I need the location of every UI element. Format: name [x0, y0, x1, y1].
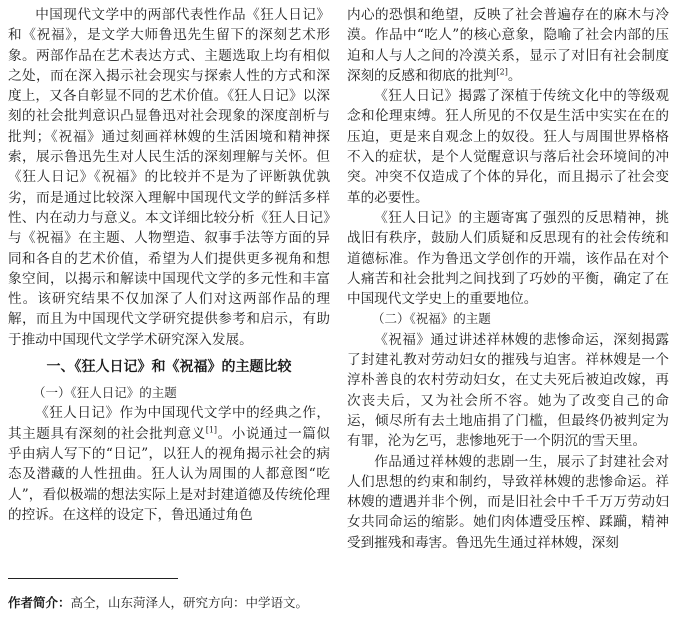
continued-paragraph — [347, 5, 669, 86]
paragraph-xianglin-analysis: 作品通过祥林嫂的悲剧一生，展示了封建社会对人们思想的约束和制约，导致祥林嫂的悲惨命运。祥林嫂的遭遇并非个例，而是旧社会中千千万万劳动妇女共同命运的缩影。她们肉体遭受压榨、蹂躏，精神受到摧残和毒害。鲁迅先生通过祥林嫂，深刻 — [347, 453, 669, 551]
right-column — [347, 5, 669, 553]
reference-2: [2] — [496, 67, 508, 77]
left-column — [8, 5, 330, 525]
footnote-label: 作者简介： — [8, 595, 71, 610]
footnote-divider — [8, 578, 178, 579]
paragraph-hierarchy: 《狂人日记》揭露了深植于传统文化中的等级观念和伦理束缚。狂人所见的不仅是生活中实实在在的压迫，更是来自观念上的奴役。狂人与周围世界格格不入的症状，是个人觉醒意识与落后社会环境间的冲突。冲突不仅造成了个体的异化，而且揭示了社会变革的必要性。 — [347, 88, 669, 206]
continued-text-b: 。 — [507, 67, 522, 84]
section-heading: 一、《狂人日记》和《祝福》的主题比较 — [46, 359, 292, 376]
footnote-text: 高仝，山东菏泽人，研究方向：中学语文。 — [70, 595, 309, 610]
paragraph-reflection: 《狂人日记》的主题寄寓了强烈的反思精神，挑战旧有秩序，鼓励人们质疑和反思现有的社会传统和道德标准。作为鲁迅文学创作的开端，该作品在对个人痛苦和社会批判之间找到了巧妙的平衡，确定了在中国现代文学史上的重要地位。 — [347, 209, 669, 308]
intro-paragraph: 中国现代文学中的两部代表性作品《狂人日记》和《祝福》，是文学大师鲁迅先生留下的深刻艺术形象。两部作品在艺术表达方式、主题选取上均有相似之处，而在深入揭示社会现实与探索人性的方式和深度上，又各自彰显不同的艺术价值。《狂人日记》以深刻的社会批判意识凸显鲁迅对社会现象的深度剖析与批判；《祝福》通过刻画祥林嫂的生活困境和精神探索，展示鲁迅先生对人民生活的深刻理解与关怀。但《狂人日记》《祝福》的比较并不是为了评断孰优孰劣，而是通过比较深入理解中国现代文学的鲜活多样性、内在动力与意义。本文详细比较分析《狂人日记》与《祝福》在主题、人物塑造、叙事手法等方面的异同和各自的艺术价值，希望为人们提供更多视角和想象空间，以揭示和解读中国现代文学的多元性和丰富性。该研究结果不仅加深了人们对这两部作品的理解，而且为中国现代文学研究提供参考和启示，有助于推动中国现代文学学术研究深入发展。 — [8, 7, 330, 348]
subsection-1-text-a: 《狂人日记》作为中国现代文学中的经典之作，其主题具有深刻的社会批判意义 — [8, 405, 330, 442]
subsection-2-heading: （二）《祝福》的主题 — [372, 311, 491, 327]
paragraph-xianglin-story: 《祝福》通过讲述祥林嫂的悲惨命运，深刻揭露了封建礼教对劳动妇女的摧残与迫害。祥林嫂是一个淳朴善良的农村劳动妇女，在丈夫死后被迫改嫁，再次丧夫后，又为社会所不容。她为了改变自己的命运，倾尽所有去土地庙捐了门槛，但最终仍被判定为有罪，沦为乞丐，悲惨地死于一个阴沉的雪天里。 — [347, 331, 669, 450]
subsection-1-heading: （一）《狂人日记》的主题 — [33, 385, 177, 401]
continued-text-a: 内心的恐惧和绝望，反映了社会普遍存在的麻木与冷漠。作品中“吃人”的核心意象，隐喻了社会内部的压迫和人与人之间的冷漠关系，显示了对旧有社会制度深刻的反感和彻底的批判 — [347, 7, 669, 84]
author-footnote — [8, 594, 668, 612]
subsection-1-text-b: 。小说通过一篇似乎由病人写下的“日记”，以狂人的视角揭示社会的病态及潜藏的人性扭曲。狂人认为周围的人都意图“吃人”，看似极端的想法实际上是对封建道德及传统伦理的控诉。在这样的设定下，鲁迅通过角色 — [8, 425, 331, 523]
subsection-1-paragraph — [8, 403, 330, 525]
reference-1: [1] — [205, 425, 218, 435]
